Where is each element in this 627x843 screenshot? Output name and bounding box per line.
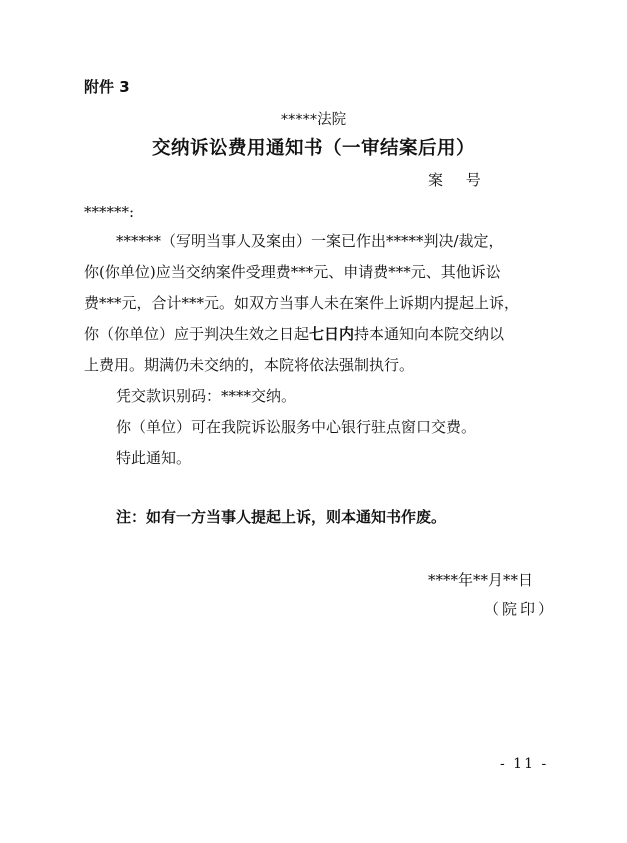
body-line-1: ******（写明当事人及案由）一案已作出*****判决/裁定， [116,232,504,250]
case-number-label: 案 号 [428,171,490,189]
page-number: - 11 - [500,756,549,772]
payment-place: 你（单位）可在我院诉讼服务中心银行驻点窗口交费。 [116,418,477,436]
body-line-4-after: 持本通知向本院交纳以 [354,325,505,343]
payment-code: 凭交款识别码：****交纳。 [116,387,297,405]
closing-text: 特此通知。 [116,449,192,467]
document-title: 交纳诉讼费用通知书（一审结案后用） [151,138,475,159]
notice-body [84,226,554,381]
attachment-label: 附件 3 [84,78,130,96]
body-line-5: 上费用。期满仍未交纳的，本院将依法强制执行。 [84,356,415,374]
issue-date: ****年**月**日 [428,571,534,589]
deadline-emphasis: 七日内 [309,325,355,343]
party-name: ******: [84,203,135,221]
body-line-2: 你(你单位)应当交纳案件受理费***元、申请费***元、其他诉讼 [84,263,501,281]
note-text: 注：如有一方当事人提起上诉，则本通知书作废。 [116,508,447,526]
body-line-4-before: 你（你单位）应于判决生效之日起 [84,325,310,343]
body-line-4 [84,319,554,350]
court-name: *****法院 [280,112,347,128]
court-seal: （院印） [484,600,557,618]
body-line-3: 费***元，合计***元。如双方当事人未在案件上诉期内提起上诉， [84,294,520,312]
